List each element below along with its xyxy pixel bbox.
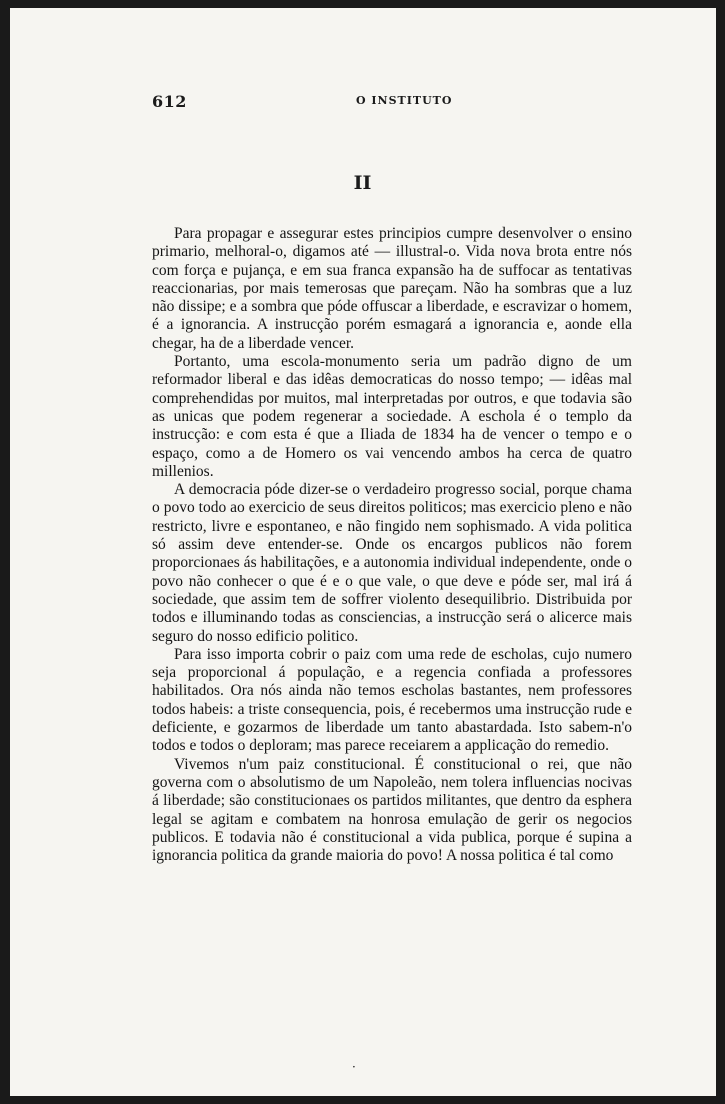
signature-mark: · — [352, 1060, 356, 1074]
section-numeral: II — [353, 172, 372, 194]
page-header — [152, 92, 632, 112]
paragraph-3: A democracia póde dizer-se o verdadeiro progresso social, porque chama o povo todo ao exercicio de seus direitos politicos; mas exercicio pleno e não restricto, livre e espontaneo, e não fingido nem sophismado. A vida politica só assim deve entender-se. Onde os encargos publicos não forem proporcionaes ás habilitações, e a autonomia individual independente, onde o povo não conhecer o que é e o que vale, o que deve e póde ser, mal irá á sociedade, que assim tem de soffrer violento desequilibrio. Distribuida por todos e illuminando todas as consciencias, a instrucção será o alicerce mais seguro do nosso edificio politico. — [152, 481, 632, 645]
page-number: 612 — [152, 92, 187, 111]
running-title: O INSTITUTO — [356, 94, 453, 107]
paragraph-4: Para isso importa cobrir o paiz com uma rede de escholas, cujo numero seja proporcional á população, e a regencia confiada a professores habilitados. Ora nós ainda não temos escholas bastantes, nem professores todos habeis: a triste consequencia, pois, é recebermos uma instrucção rude e deficiente, e gozarmos de liberdade um tanto abastardada. Isto sabem-n'o todos e todos o deploram; mas parece receiarem a applicação do remedio. — [152, 645, 632, 755]
body-text — [152, 225, 632, 865]
paragraph-5: Vivemos n'um paiz constitucional. É constitucional o rei, que não governa com o absolutismo de um Napoleão, nem tolera influencias nocivas á liberdade; são constitucionaes os partidos militantes, que dentro da esphera legal se agitam e combatem na honrosa emulação de gerir os negocios publicos. E todavia não é constitucional a vida publica, porque é supina a ignorancia politica da grande maioria do povo! A nossa politica é tal como — [152, 755, 632, 865]
paragraph-1: Para propagar e assegurar estes principios cumpre desenvolver o ensino primario, melhoral-o, digamos até — illustral-o. Vida nova brota entre nós com força e pujança, e em sua franca expansão ha de suffocar as tentativas reaccionarias, por mais temerosas que pareçam. Não ha sombras que a luz não dissipe; e a sombra que póde offuscar a liberdade, e escravizar o homem, é a ignorancia. A instrucção porém esmagará a ignorancia e, aonde ella chegar, ha de a liberdade vencer. — [152, 225, 632, 352]
paragraph-2: Portanto, uma escola-monumento seria um padrão digno de um reformador liberal e das idêas democraticas do nosso tempo; — idêas mal comprehendidas por muitos, mal interpretadas por outros, e que todavia são as unicas que podem regenerar a sociedade. A eschola é o templo da instrucção: e com esta é que a Iliada de 1834 ha de vencer o tempo e o espaço, como a de Homero os vai vencendo ambos ha cerca de quatro millenios. — [152, 353, 632, 480]
